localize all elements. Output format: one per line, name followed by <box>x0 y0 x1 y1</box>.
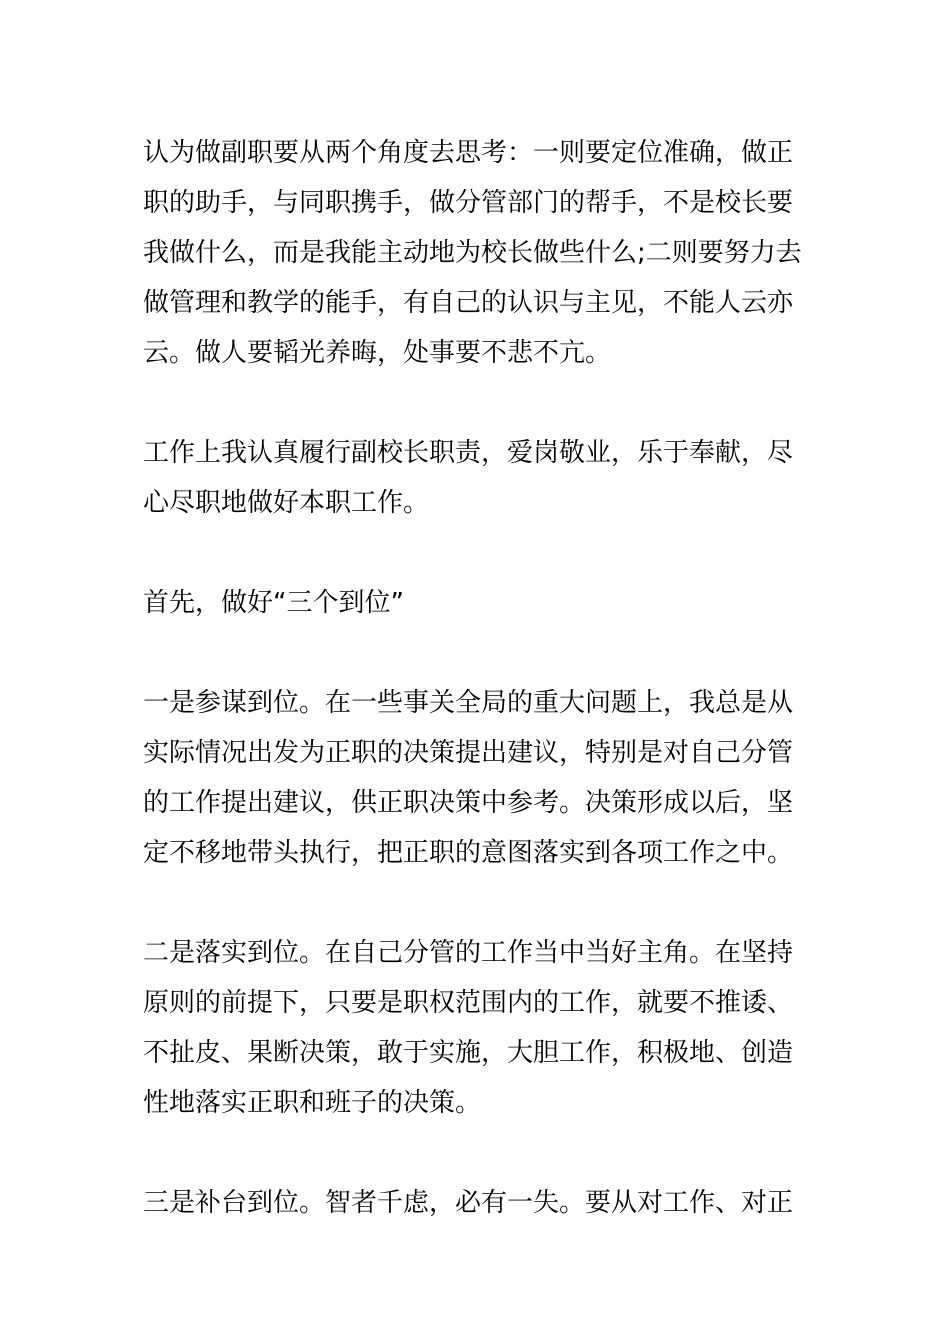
paragraph-advisory <box>143 678 807 878</box>
paragraph-implementation <box>143 928 807 1128</box>
text-line: 实际情况出发为正职的决策提出建议，特别是对自己分管 <box>143 738 794 768</box>
paragraph-deputy-role <box>143 128 807 378</box>
text-line: 我做什么，而是我能主动地为校长做些什么;二则要努力去 <box>143 238 802 268</box>
paragraph-support <box>143 1178 807 1228</box>
text-line: 三是补台到位。智者千虑，必有一失。要从对工作、对正 <box>143 1188 794 1218</box>
document-body <box>143 128 807 1278</box>
text-line: 心尽职地做好本职工作。 <box>143 488 430 518</box>
text-line: 云。做人要韬光养晦，处事要不悲不亢。 <box>143 338 612 368</box>
paragraph-duties <box>143 428 807 528</box>
text-line: 职的助手，与同职携手，做分管部门的帮手，不是校长要 <box>143 188 794 218</box>
text-line: 做管理和教学的能手，有自己的认识与主见，不能人云亦 <box>143 288 794 318</box>
text-line: 认为做副职要从两个角度去思考：一则要定位准确，做正 <box>143 138 794 168</box>
text-line: 性地落实正职和班子的决策。 <box>143 1088 482 1118</box>
text-line: 二是落实到位。在自己分管的工作当中当好主角。在坚持 <box>143 938 794 968</box>
text-line: 工作上我认真履行副校长职责，爱岗敬业，乐于奉献，尽 <box>143 438 794 468</box>
paragraph-heading-three-in-place <box>143 578 807 628</box>
text-line: 首先，做好“三个到位” <box>143 588 404 618</box>
text-line: 一是参谋到位。在一些事关全局的重大问题上，我总是从 <box>143 688 794 718</box>
text-line: 不扯皮、果断决策，敢于实施，大胆工作，积极地、创造 <box>143 1038 794 1068</box>
text-line: 原则的前提下，只要是职权范围内的工作，就要不推诿、 <box>143 988 794 1018</box>
text-line: 的工作提出建议，供正职决策中参考。决策形成以后，坚 <box>143 788 794 818</box>
text-line: 定不移地带头执行，把正职的意图落实到各项工作之中。 <box>143 838 794 868</box>
